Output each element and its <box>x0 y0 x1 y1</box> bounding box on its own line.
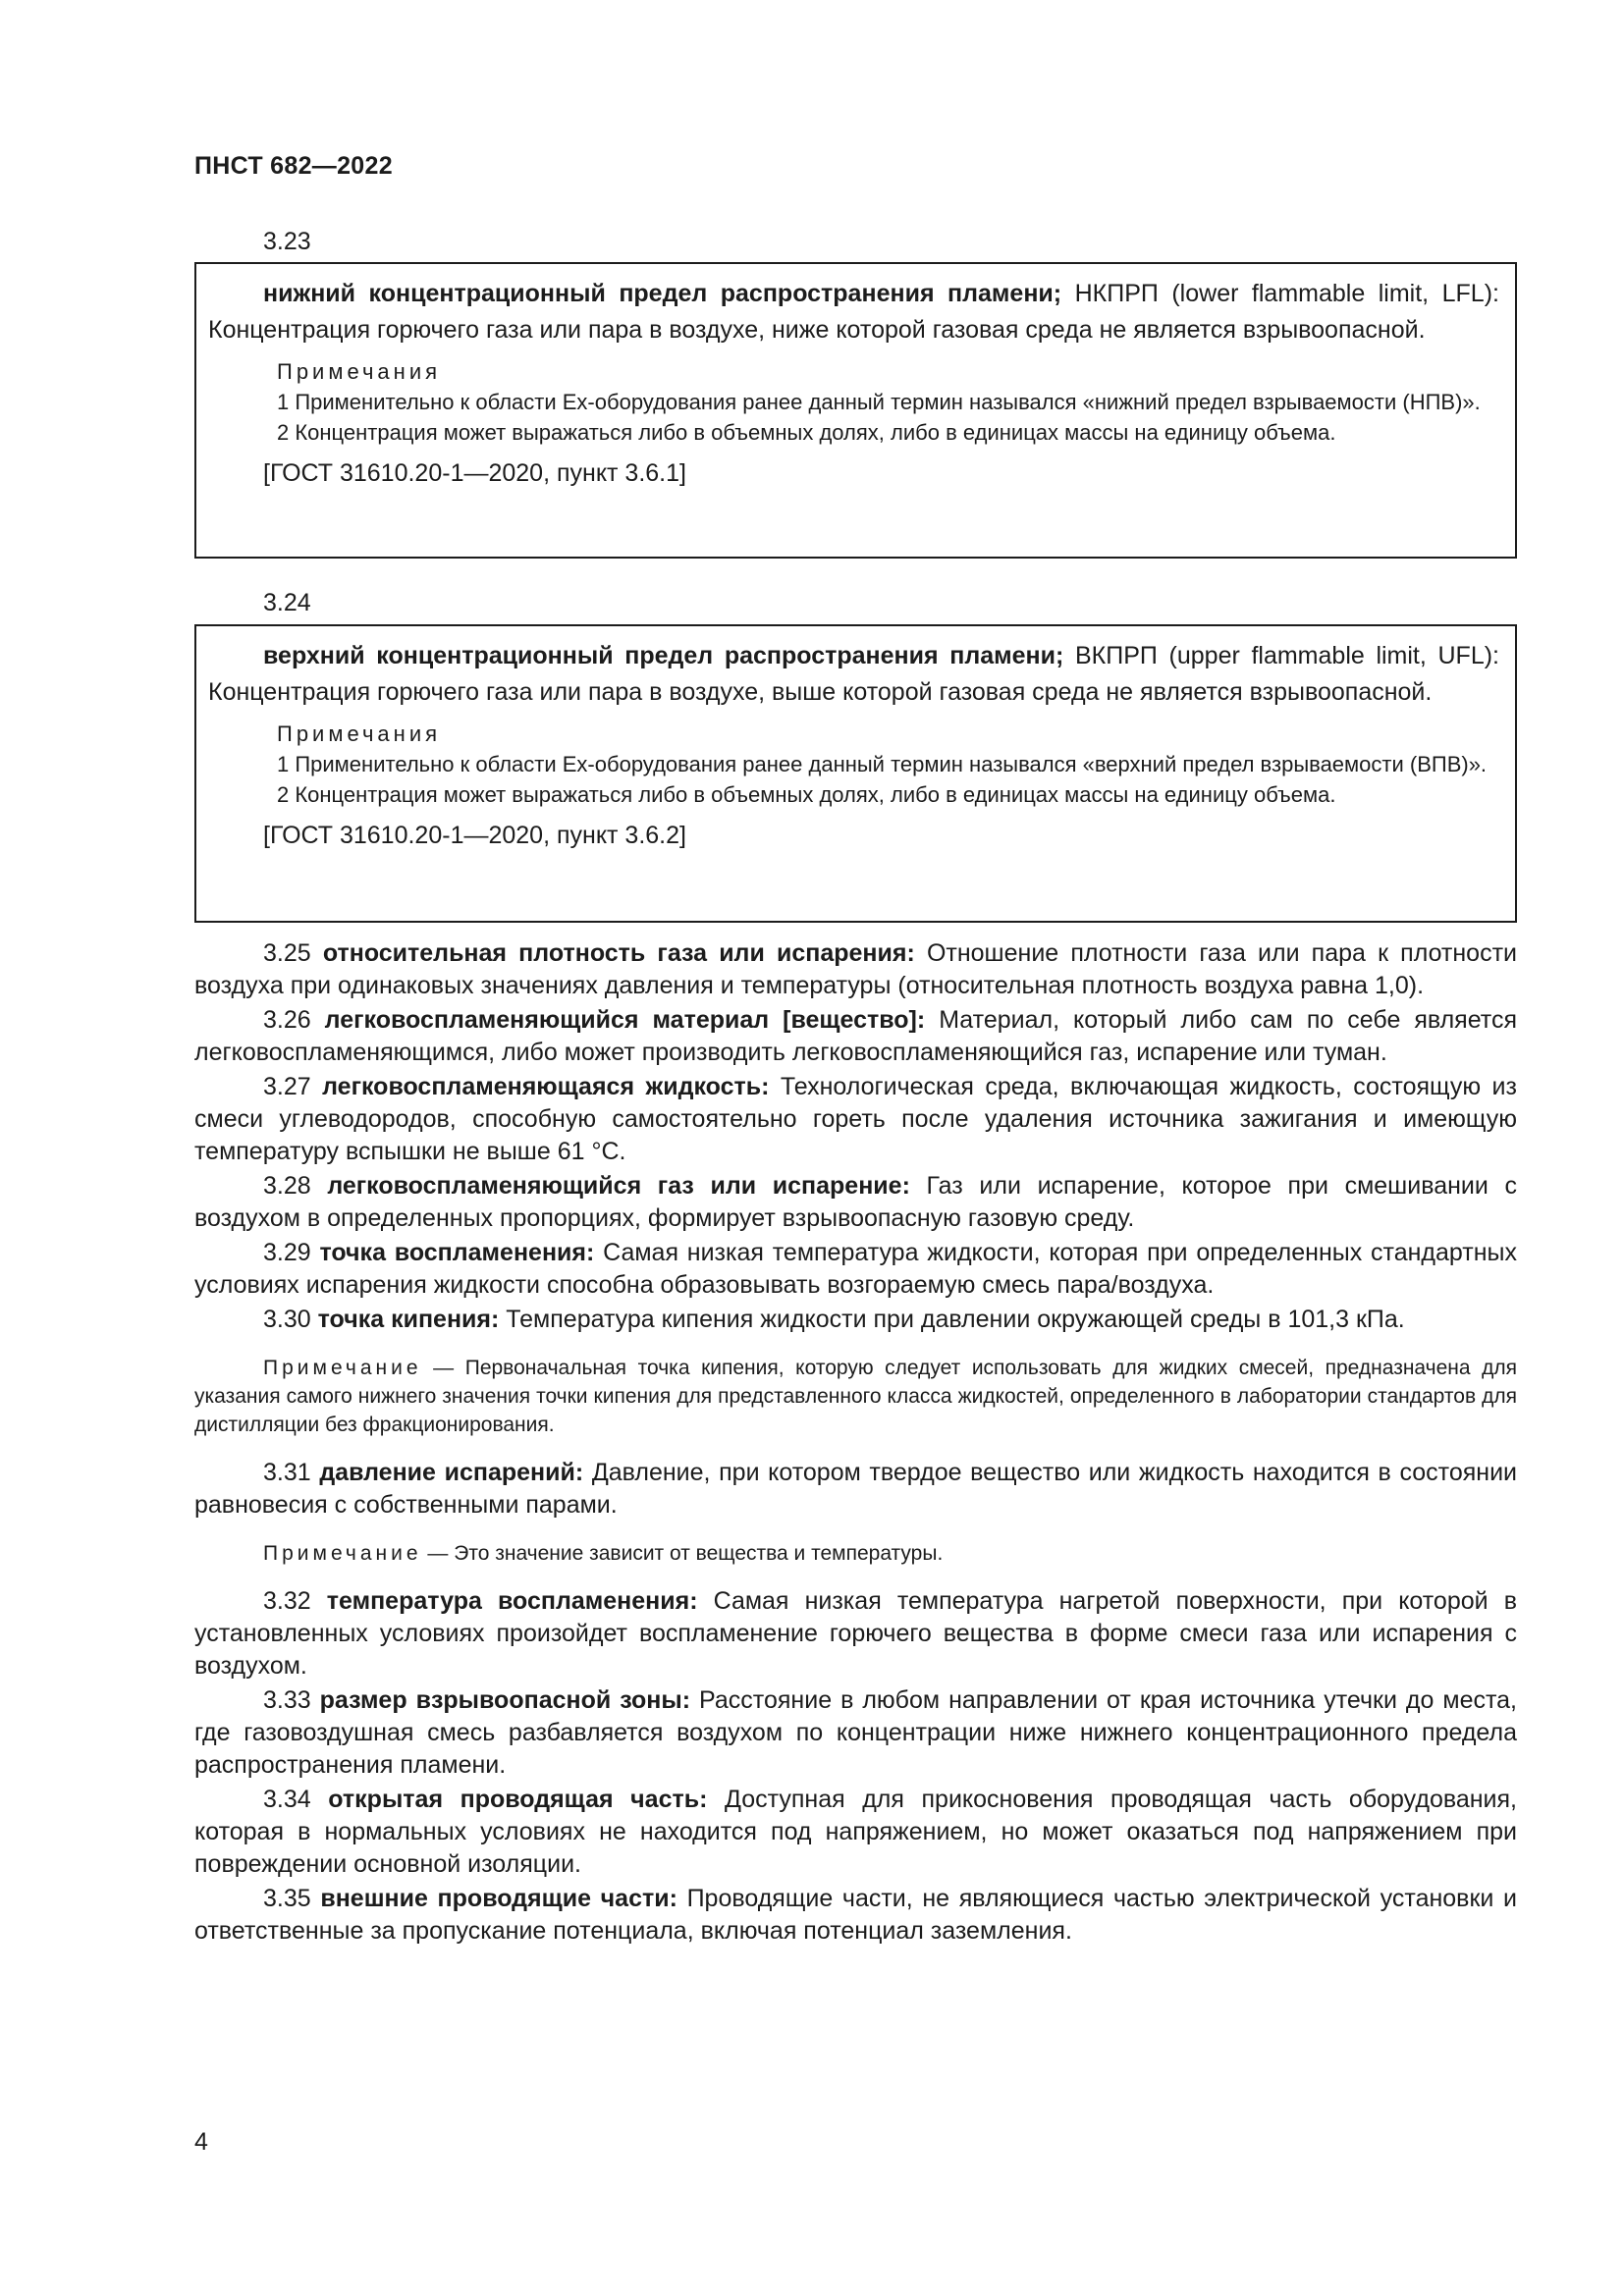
note-item: 1 Применительно к области Ex-оборудования ранее данный термин назывался «верхний предел взрываемости (ВПВ)». <box>277 752 1488 776</box>
term-number: 3.32 <box>263 1587 311 1615</box>
term-definition-text: Доступная для прикосновения проводящая часть оборудования, которая в нормальных условиях не находится под напряжением, но может оказаться под напряжением при повреждении основной изоляции. <box>194 1786 1518 1878</box>
term-title: легковоспламеняющийся газ или испарение: <box>327 1172 910 1200</box>
notes-header: Примечания <box>277 359 442 384</box>
term-box-3-24 <box>194 624 1517 923</box>
note-text: — Первоначальная точка кипения, которую следует использовать для жидких смесей, предназначена для указания самого нижнего значения точки кипения для представленного класса жидкостей, определенного в лаборатории стандартов для дистилляции без фракционирования. <box>194 1357 1517 1436</box>
term-number: 3.35 <box>263 1885 311 1912</box>
term-definition-text: Технологическая среда, включающая жидкость, состоящую из смеси углеводородов, способную самостоятельно гореть после удаления источника зажигания и имеющую температуру вспышки не выше 61 °С. <box>194 1073 1517 1165</box>
notes-block <box>208 356 1499 448</box>
term-3-29 <box>194 1237 1517 1302</box>
notes-block <box>208 719 1499 810</box>
note-item: 1 Применительно к области Ex-оборудования ранее данный термин назывался «нижний предел взрываемости (НПВ)». <box>277 390 1481 414</box>
term-definition-text: Материал, который либо сам по себе является легковоспламеняющимся, либо может производить легковоспламеняющийся газ, испарение или туман. <box>194 1006 1517 1066</box>
term-box-3-23 <box>194 262 1517 559</box>
term-number: 3.29 <box>263 1239 311 1266</box>
term-number: 3.26 <box>263 1006 311 1034</box>
note-label: Примечание <box>263 1542 422 1565</box>
term-number-3-23: 3.23 <box>263 228 311 255</box>
term-3-35 <box>194 1883 1517 1948</box>
term-definition-text: Давление, при котором твердое вещество или жидкость находится в состоянии равновесия с собственными парами. <box>194 1459 1518 1519</box>
term-3-26 <box>194 1004 1517 1069</box>
term-title: точка кипения: <box>317 1306 500 1333</box>
term-number-3-24: 3.24 <box>263 589 311 616</box>
notes-header: Примечания <box>277 721 442 746</box>
term-title: температура воспламенения: <box>326 1587 698 1615</box>
term-title: точка воспламенения: <box>319 1239 595 1266</box>
term-3-30 <box>194 1304 1517 1336</box>
term-title: открытая проводящая часть: <box>328 1786 708 1813</box>
term-source: [ГОСТ 31610.20-1—2020, пункт 3.6.2] <box>263 822 686 849</box>
term-definition-text: Расстояние в любом направлении от края источника утечки до места, где газовоздушная смесь разбавляется воздухом по концентрации ниже нижнего концентрационного предела распространения пламени. <box>194 1686 1517 1779</box>
term-definition <box>208 638 1499 711</box>
term-3-25 <box>194 937 1517 1002</box>
term-number: 3.27 <box>263 1073 311 1100</box>
terms-body <box>194 937 1517 1949</box>
note-label: Примечание <box>263 1357 422 1379</box>
term-definition-text: НКПРП (lower flammable limit, LFL): Концентрация горючего газа или пара в воздухе, ниже которой газовая среда не является взрывоопасной. <box>208 280 1499 344</box>
note-text: — Это значение зависит от вещества и температуры. <box>421 1542 944 1565</box>
page-number: 4 <box>194 2128 208 2156</box>
term-title: давление испарений: <box>319 1459 584 1486</box>
term-definition-text: Проводящие части, не являющиеся частью электрической установки и ответственные за пропускание потенциала, включая потенциал заземления. <box>194 1885 1517 1945</box>
term-3-32 <box>194 1585 1517 1682</box>
term-title: относительная плотность газа или испарения: <box>322 939 915 967</box>
note-3-30 <box>194 1354 1517 1439</box>
note-item: 2 Концентрация может выражаться либо в объемных долях, либо в единицах массы на единицу объема. <box>277 420 1336 445</box>
term-number: 3.25 <box>263 939 311 967</box>
term-number: 3.34 <box>263 1786 311 1813</box>
term-title: размер взрывоопасной зоны: <box>319 1686 691 1714</box>
term-3-28 <box>194 1170 1517 1235</box>
term-3-27 <box>194 1071 1517 1168</box>
note-3-31 <box>194 1539 1517 1568</box>
term-definition-text: Самая низкая температура жидкости, которая при определенных стандартных условиях испарения жидкости способна образовывать возгораемую смесь пара/воздуха. <box>194 1239 1517 1299</box>
term-3-33 <box>194 1684 1517 1782</box>
term-title: легковоспламеняющийся материал [вещество]: <box>324 1006 926 1034</box>
term-source: [ГОСТ 31610.20-1—2020, пункт 3.6.1] <box>263 459 686 487</box>
term-definition-text: ВКПРП (upper flammable limit, UFL): Концентрация горючего газа или пара в воздухе, выше которой газовая среда не является взрывоопасной. <box>208 642 1499 706</box>
term-number: 3.30 <box>263 1306 311 1333</box>
note-item: 2 Концентрация может выражаться либо в объемных долях, либо в единицах массы на единицу объема. <box>277 782 1336 807</box>
term-title: верхний концентрационный предел распространения пламени; <box>263 642 1064 669</box>
term-title: внешние проводящие части: <box>320 1885 677 1912</box>
term-3-34 <box>194 1784 1517 1881</box>
term-number: 3.28 <box>263 1172 311 1200</box>
term-number: 3.33 <box>263 1686 311 1714</box>
term-title: легковоспламеняющаяся жидкость: <box>322 1073 770 1100</box>
term-definition <box>208 276 1499 348</box>
document-id-header: ПНСТ 682—2022 <box>194 152 393 180</box>
term-3-31 <box>194 1457 1517 1522</box>
term-definition-text: Отношение плотности газа или пара к плотности воздуха при одинаковых значениях давления и температуры (относительная плотность воздуха равна 1,0). <box>194 939 1518 999</box>
term-title: нижний концентрационный предел распространения пламени; <box>263 280 1062 307</box>
term-definition-text: Самая низкая температура нагретой поверхности, при которой в установленных условиях произойдет воспламенение горючего вещества в форме смеси газа или испарения с воздухом. <box>194 1587 1517 1680</box>
term-number: 3.31 <box>263 1459 311 1486</box>
term-definition-text: Газ или испарение, которое при смешивании с воздухом в определенных пропорциях, формирует взрывоопасную газовую среду. <box>194 1172 1517 1232</box>
term-definition-text: Температура кипения жидкости при давлении окружающей среды в 101,3 кПа. <box>499 1306 1405 1333</box>
